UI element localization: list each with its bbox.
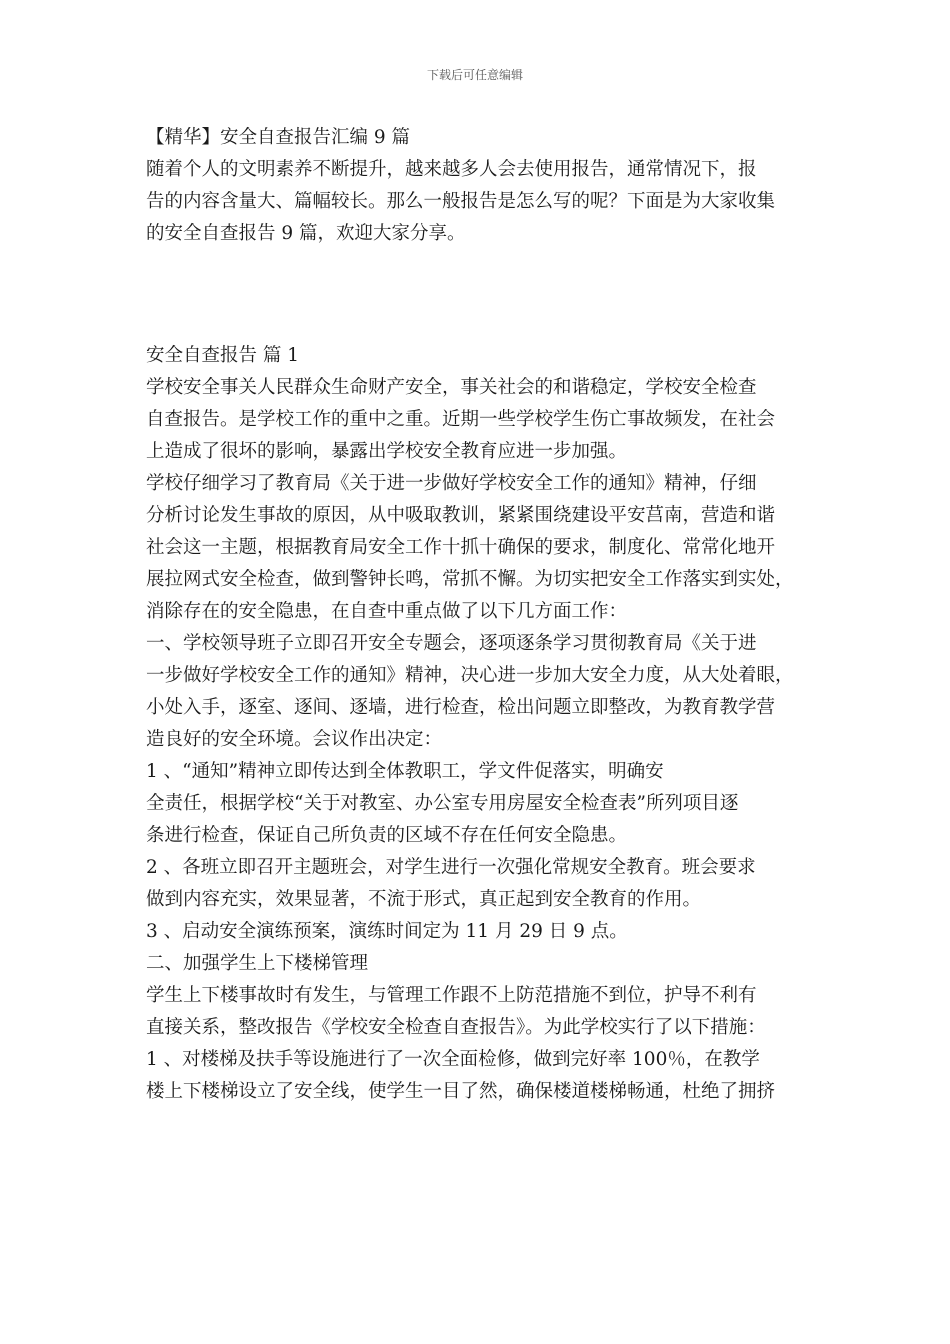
body-line: 3 、启动安全演练预案，演练时间定为 11 月 29 日 9 点。 <box>146 921 628 942</box>
body-line: 学校仔细学习了教育局《关于进一步做好学校安全工作的通知》精神，仔细 <box>146 473 757 494</box>
body-line: 1 、对楼梯及扶手等设施进行了一次全面检修，做到完好率 100％，在教学 <box>146 1049 760 1070</box>
body-line: 展拉网式安全检查，做到警钟长鸣，常抓不懈。为切实把安全工作落实到实处， <box>146 569 794 590</box>
body-line: 一步做好学校安全工作的通知》精神，决心进一步加大安全力度，从大处着眼， <box>146 665 794 686</box>
body-line: 造良好的安全环境。会议作出决定： <box>146 729 443 750</box>
body-line: 二、加强学生上下楼梯管理 <box>146 953 369 974</box>
section-body <box>146 372 816 1108</box>
spacer <box>146 250 816 340</box>
body-line: 楼上下楼梯设立了安全线，使学生一目了然，确保楼道楼梯畅通，杜绝了拥挤 <box>146 1081 776 1102</box>
section-title: 安全自查报告 篇 1 <box>146 345 300 366</box>
intro-line: 的安全自查报告 9 篇，欢迎大家分享。 <box>146 223 466 244</box>
body-line: 自查报告。是学校工作的重中之重。近期一些学校学生伤亡事故频发，在社会 <box>146 409 776 430</box>
body-line: 社会这一主题，根据教育局安全工作十抓十确保的要求，制度化、常常化地开 <box>146 537 776 558</box>
body-line: 学生上下楼事故时有发生，与管理工作跟不上防范措施不到位，护导不利有 <box>146 985 757 1006</box>
body-line: 做到内容充实，效果显著，不流于形式，真正起到安全教育的作用。 <box>146 889 702 910</box>
body-line: 上造成了很坏的影响，暴露出学校安全教育应进一步加强。 <box>146 441 628 462</box>
body-line: 分析讨论发生事故的原因，从中吸取教训，紧紧围绕建设平安莒南，营造和谐 <box>146 505 776 526</box>
body-line: 条进行检查，保证自己所负责的区域不存在任何安全隐患。 <box>146 825 628 846</box>
document-title: 【精华】安全自查报告汇编 9 篇 <box>146 127 411 148</box>
page-header: 下载后可任意编辑 <box>426 68 523 82</box>
body-line: 小处入手，逐室、逐间、逐墙，进行检查，检出问题立即整改，为教育教学营 <box>146 697 776 718</box>
body-line: 2 、各班立即召开主题班会，对学生进行一次强化常规安全教育。班会要求 <box>146 857 756 878</box>
body-line: 一、学校领导班子立即召开安全专题会，逐项逐条学习贯彻教育局《关于进 <box>146 633 757 654</box>
body-line: 直接关系，整改报告《学校安全检查自查报告》。为此学校实行了以下措施： <box>146 1017 766 1038</box>
body-line: 全责任，根据学校“关于对教室、办公室专用房屋安全检查表”所列项目逐 <box>146 793 739 814</box>
body-line: 消除存在的安全隐患，在自查中重点做了以下几方面工作： <box>146 601 628 622</box>
intro-paragraph <box>146 154 816 250</box>
body-line: 1 、“通知”精神立即传达到全体教职工，学文件促落实，明确安 <box>146 761 664 782</box>
document-body <box>146 122 816 1108</box>
intro-line: 随着个人的文明素养不断提升，越来越多人会去使用报告，通常情况下，报 <box>146 159 757 180</box>
body-line: 学校安全事关人民群众生命财产安全，事关社会的和谐稳定，学校安全检查 <box>146 377 757 398</box>
intro-line: 告的内容含量大、篇幅较长。那么一般报告是怎么写的呢？下面是为大家收集 <box>146 191 776 212</box>
